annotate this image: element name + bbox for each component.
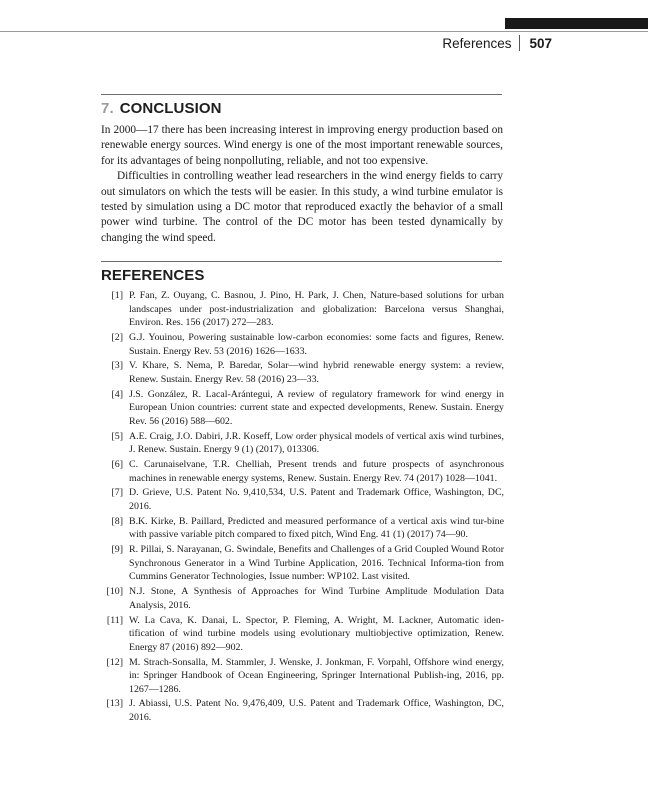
reference-text: J.S. González, R. Lacal-Arántegui, A review of regulatory framework for wind energy in European Union countries: current state and expected developments, Renew. Sustain. Energy Rev. 56 (2016) 588—602. bbox=[129, 388, 504, 427]
reference-item bbox=[101, 614, 504, 655]
reference-number: [4] bbox=[111, 388, 123, 400]
reference-text: W. La Cava, K. Danai, L. Spector, P. Fleming, A. Wright, M. Lackner, Automatic iden-tification of wind turbine models using evolutionary multiobjective optimization, Renew. Energy 87 (2016) 892—902. bbox=[129, 614, 504, 653]
reference-number: [10] bbox=[106, 586, 123, 598]
reference-text: A.E. Craig, J.O. Dabiri, J.R. Koseff, Low order physical models of vertical axis wind turbines, J. Renew. Sustain. Energy 9 (1) (2017), 013306. bbox=[129, 430, 504, 456]
reference-text: R. Pillai, S. Narayanan, G. Swindale, Benefits and Challenges of a Grid Coupled Wound Rotor Synchronous Generator in a Wind Turbine Application, 2016. Technical Informa-tion from Cummins Generator Technologies, Issue number: WP102. Last visited. bbox=[129, 544, 504, 583]
reference-item bbox=[101, 388, 504, 429]
reference-number: [6] bbox=[111, 459, 123, 471]
reference-item bbox=[101, 430, 504, 457]
reference-item bbox=[101, 331, 504, 358]
reference-number: [3] bbox=[111, 360, 123, 372]
running-head-separator bbox=[519, 35, 520, 51]
reference-item bbox=[101, 458, 504, 485]
conclusion-heading bbox=[101, 100, 222, 117]
reference-list bbox=[101, 289, 504, 726]
reference-item bbox=[101, 515, 504, 542]
reference-item bbox=[101, 486, 504, 513]
conclusion-number: 7. bbox=[101, 100, 114, 117]
running-head bbox=[442, 35, 552, 51]
reference-number: [12] bbox=[106, 656, 123, 668]
reference-number: [13] bbox=[106, 698, 123, 710]
reference-text: C. Carunaiselvane, T.R. Chelliah, Present trends and future prospects of asynchronous machines in renewable energy systems, Renew. Sustain. Energy Rev. 74 (2017) 1028—1041. bbox=[129, 459, 504, 484]
reference-text: B.K. Kirke, B. Paillard, Predicted and measured performance of a vertical axis wind tur-bine with passive variable pitch compared to fixed pitch, Wind Eng. 41 (1) (2017) 74—90. bbox=[129, 515, 504, 541]
reference-number: [1] bbox=[111, 290, 123, 301]
header-rule bbox=[0, 31, 648, 32]
reference-item bbox=[101, 359, 504, 386]
reference-number: [7] bbox=[111, 487, 123, 499]
reference-item bbox=[101, 585, 504, 612]
header-accent-bar bbox=[505, 18, 648, 29]
page-number: 507 bbox=[529, 36, 552, 51]
conclusion-paragraph-1: In 2000—17 there has been increasing interest in improving energy production based on renewable energy sources. Wind energy is one of the most important renewable sources, for its advantages of being nonpolluting, reliable, and not too expensive. bbox=[101, 124, 503, 167]
conclusion-title: CONCLUSION bbox=[119, 100, 222, 117]
reference-text: N.J. Stone, A Synthesis of Approaches for Wind Turbine Amplitude Modulation Data Analysis, 2016. bbox=[129, 586, 504, 611]
reference-number: [5] bbox=[111, 430, 123, 442]
reference-text: P. Fan, Z. Ouyang, C. Basnou, J. Pino, H. Park, J. Chen, Nature-based solutions for urban landscapes under post-industrialization and globalization: Barcelona versus Shanghai, Environ. Res. 156 (2017) 272—283. bbox=[129, 290, 504, 329]
reference-number: [2] bbox=[111, 331, 123, 343]
conclusion-body bbox=[101, 123, 503, 246]
conclusion-rule bbox=[101, 94, 502, 95]
references-heading: REFERENCES bbox=[101, 267, 205, 284]
reference-text: D. Grieve, U.S. Patent No. 9,410,534, U.S. Patent and Trademark Office, Washington, DC, 2016. bbox=[129, 487, 504, 513]
running-head-section: References bbox=[442, 36, 512, 51]
reference-item bbox=[101, 656, 504, 697]
reference-number: [8] bbox=[111, 515, 123, 527]
conclusion-paragraph-2: Difficulties in controlling weather lead researchers in the wind energy fields to carry out simulators on which the tests will be easier. In this study, a wind turbine emulator is tested by simulation using a DC motor that reproduced exactly the behavior of a small power wind turbine. The control of the DC motor has been tested dynamically by changing the wind speed. bbox=[101, 170, 503, 244]
reference-item bbox=[101, 543, 504, 584]
reference-number: [9] bbox=[111, 544, 123, 556]
reference-item bbox=[101, 697, 504, 724]
reference-text: M. Strach-Sonsalla, M. Stammler, J. Wenske, J. Jonkman, F. Vorpahl, Offshore wind energy, in: Springer Handbook of Ocean Engineering, Springer International Publish-ing, 2016, pp. 1267—1286. bbox=[129, 656, 504, 695]
reference-item bbox=[101, 289, 504, 330]
reference-text: V. Khare, S. Nema, P. Baredar, Solar—wind hybrid renewable energy system: a review, Renew. Sustain. Energy Rev. 58 (2016) 23—33. bbox=[129, 360, 504, 385]
reference-text: J. Abiassi, U.S. Patent No. 9,476,409, U.S. Patent and Trademark Office, Washington, DC, 2016. bbox=[129, 698, 504, 724]
references-rule bbox=[101, 261, 502, 262]
reference-text: G.J. Youinou, Powering sustainable low-carbon economies: some facts and figures, Renew. Sustain. Energy Rev. 53 (2016) 1626—1633. bbox=[129, 331, 504, 357]
reference-number: [11] bbox=[106, 614, 123, 626]
